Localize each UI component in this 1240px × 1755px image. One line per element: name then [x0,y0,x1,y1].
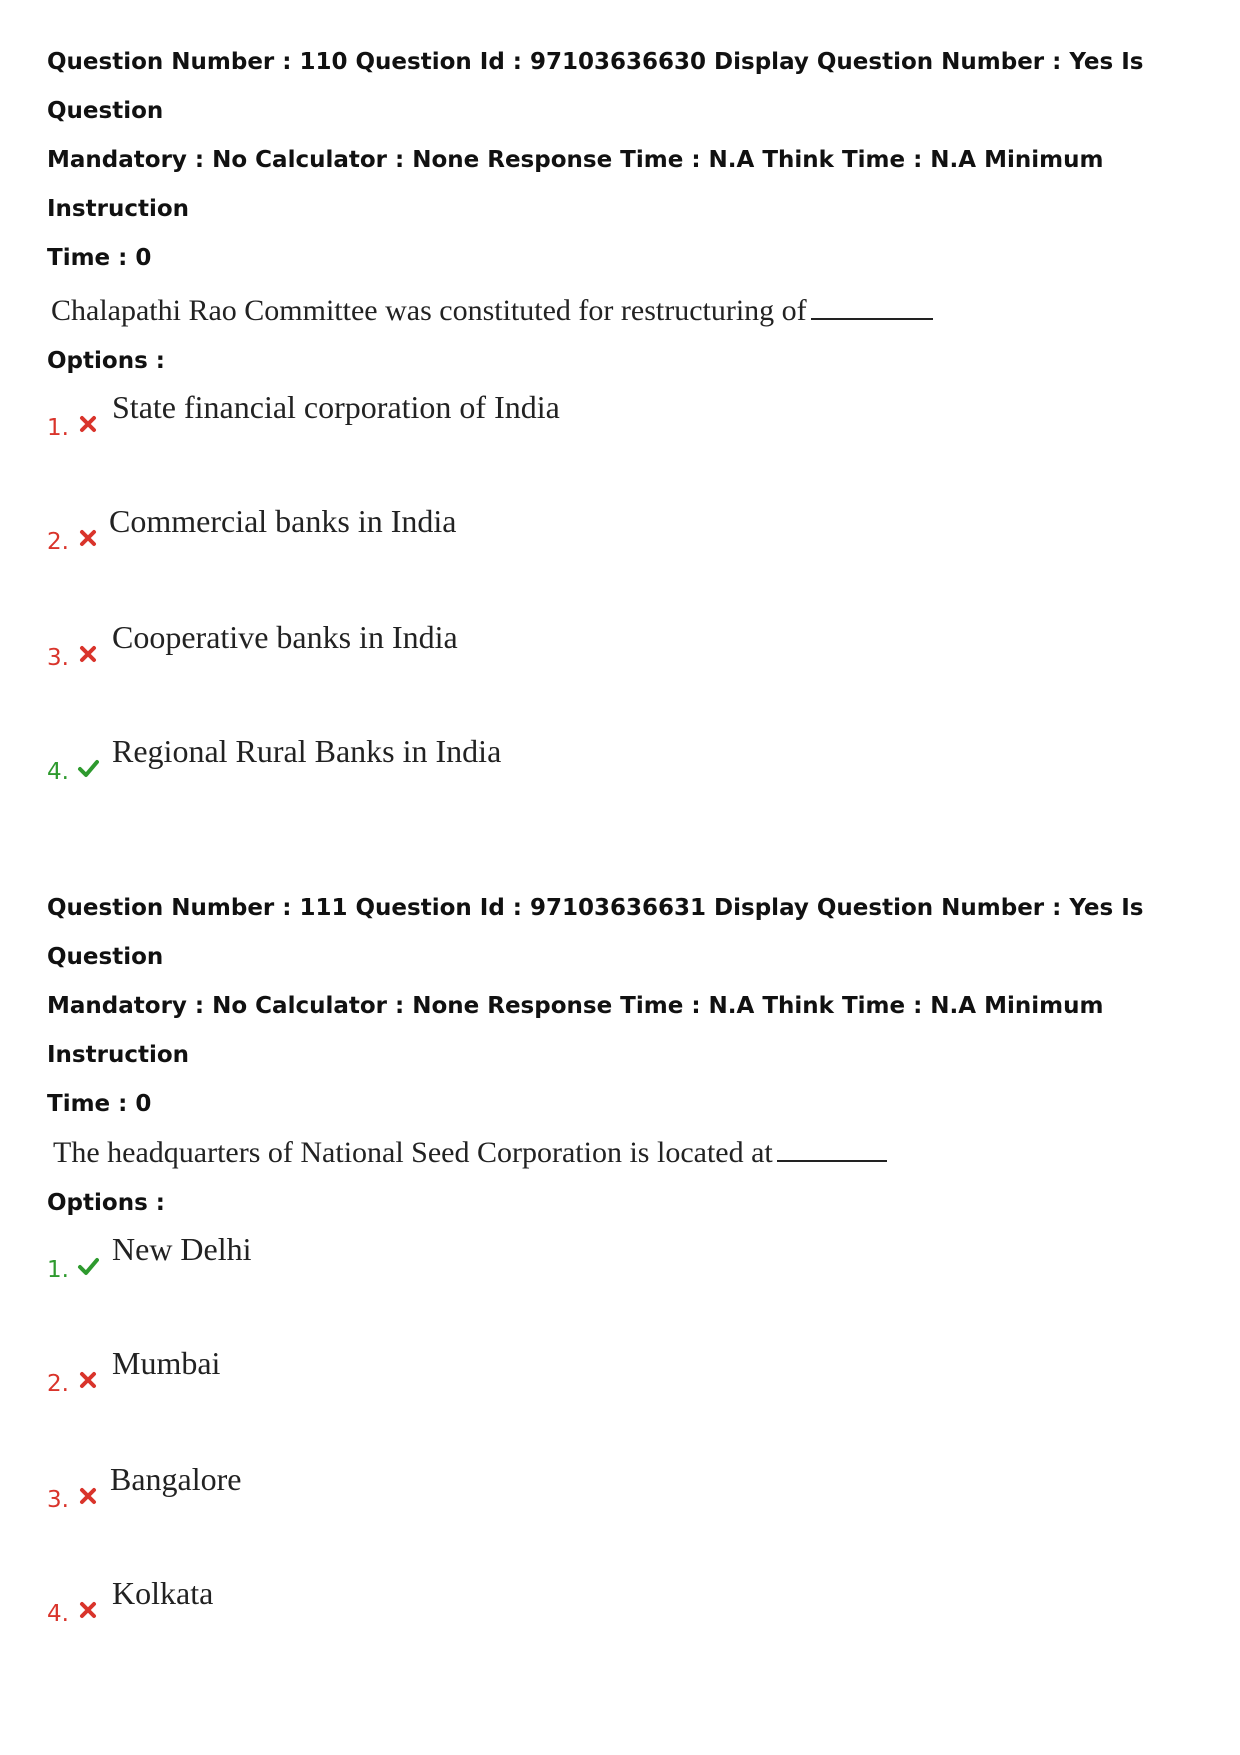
question-meta-line: Mandatory : No Calculator : None Response Time : N.A Think Time : N.A Minimum Instruction [47,147,1104,222]
question-text-body: The headquarters of National Seed Corporation is located at [53,1136,773,1169]
option-number: 3. [47,645,69,671]
options-list [47,1223,1207,1693]
question-block [47,38,1207,851]
option-text: New Delhi [112,1231,252,1267]
option-item [47,733,947,793]
question-meta-line: Question Number : 111 Question Id : 97103636631 Display Question Number : Yes Is Question [47,895,1144,970]
option-text: Cooperative banks in India [112,619,458,655]
options-label: Options : [47,1190,165,1216]
option-item [47,619,947,679]
option-text: Bangalore [110,1461,242,1497]
cross-icon [77,1369,99,1391]
option-text: State financial corporation of India [112,389,560,425]
answer-blank [777,1134,887,1162]
option-number: 4. [47,759,69,785]
option-item [47,1231,947,1291]
option-number: 2. [47,529,69,555]
question-meta-line: Question Number : 110 Question Id : 97103636630 Display Question Number : Yes Is Question [47,49,1144,124]
option-number: 1. [47,415,69,441]
question-block [47,884,1207,1693]
option-number: 2. [47,1371,69,1397]
cross-icon [77,643,99,665]
check-icon [77,1255,99,1277]
check-icon [77,757,99,779]
option-text: Kolkata [112,1575,214,1611]
options-label: Options : [47,348,165,374]
question-text [51,289,1207,333]
question-meta-line: Time : 0 [47,245,152,271]
option-text: Mumbai [112,1345,221,1381]
options-list [47,381,1207,851]
option-text: Regional Rural Banks in India [112,733,502,769]
cross-icon [77,413,99,435]
question-meta-line: Time : 0 [47,1091,152,1117]
question-text [53,1131,1207,1175]
option-item [47,1345,947,1405]
option-item [47,389,947,449]
option-number: 1. [47,1257,69,1283]
cross-icon [77,1599,99,1621]
question-text-body: Chalapathi Rao Committee was constituted for restructuring of [51,294,807,327]
option-number: 4. [47,1601,69,1627]
option-item [47,1575,947,1635]
cross-icon [77,1485,99,1507]
option-item [47,1461,947,1521]
option-number: 3. [47,1487,69,1513]
option-item [47,503,947,563]
answer-blank [811,292,933,320]
option-text: Commercial banks in India [109,503,457,539]
cross-icon [77,527,99,549]
question-meta-line: Mandatory : No Calculator : None Response Time : N.A Think Time : N.A Minimum Instruction [47,993,1104,1068]
